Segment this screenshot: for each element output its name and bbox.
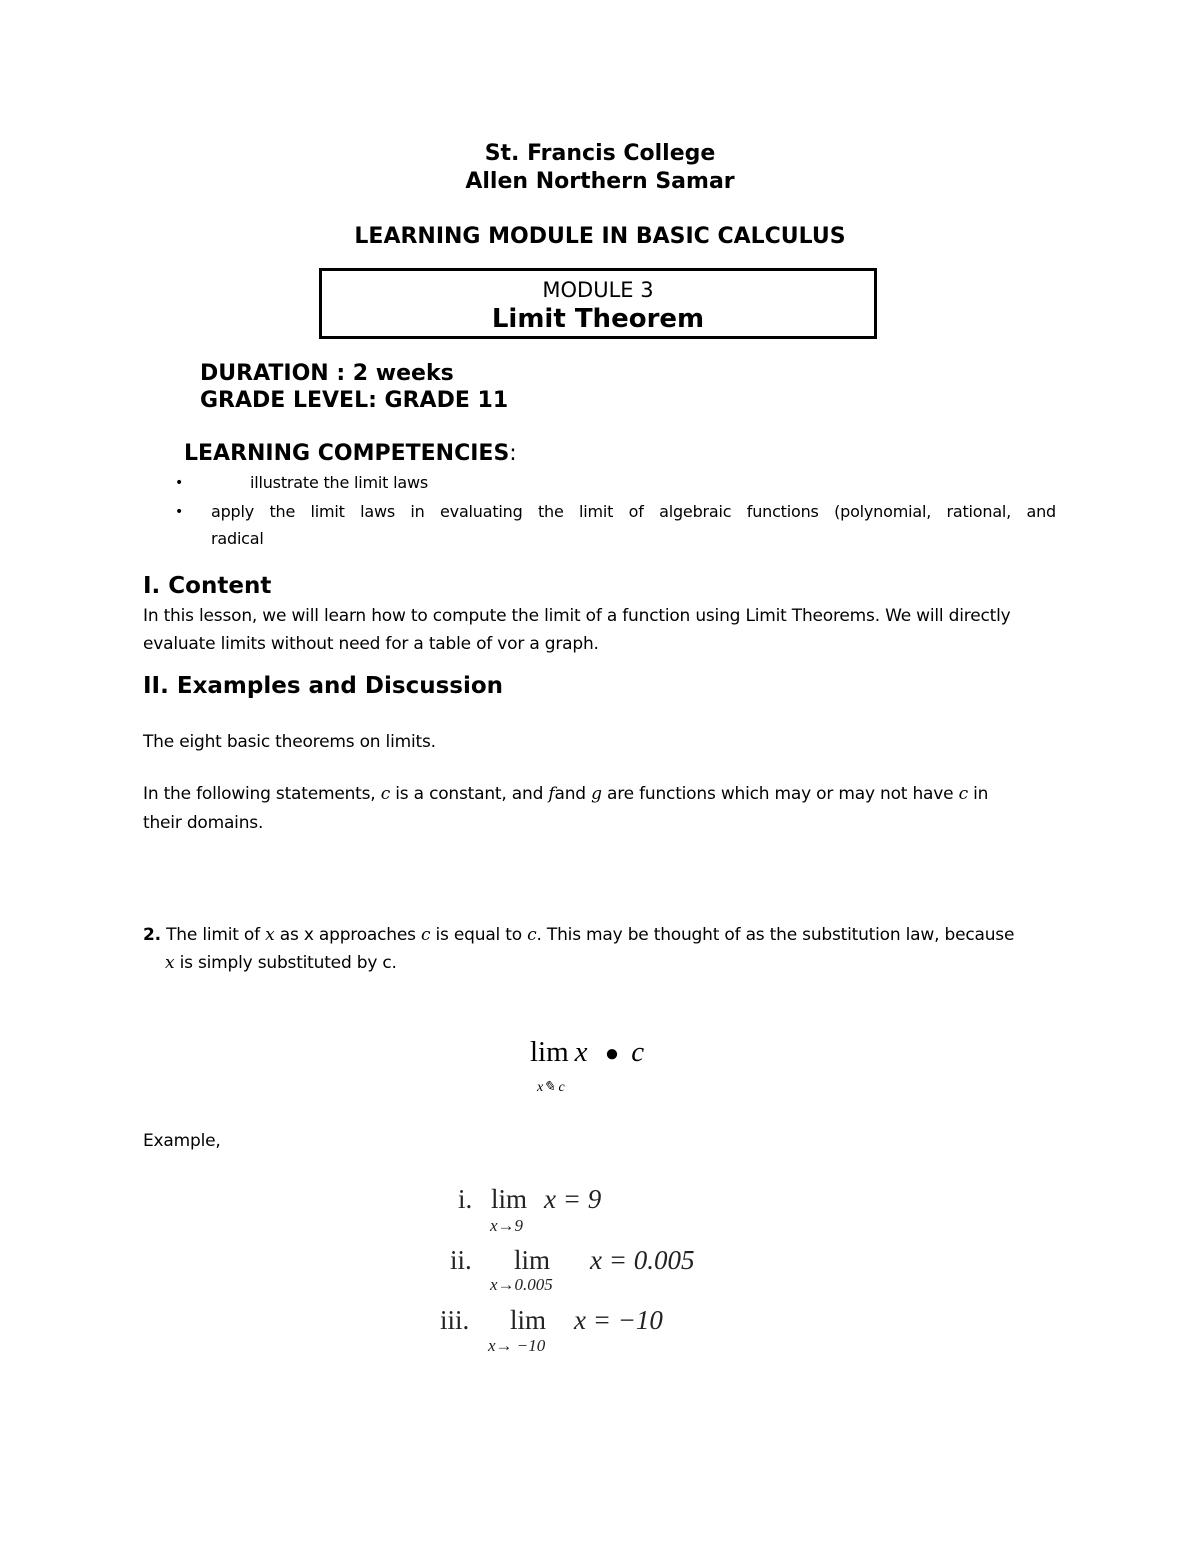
example-item-lim: lim [514,1245,551,1275]
content-heading: I. Content [143,573,272,599]
grade-level: GRADE LEVEL: GRADE 11 [200,388,509,413]
example-item-lim: lim [491,1184,528,1214]
competencies-heading: LEARNING COMPETENCIES: [184,441,517,466]
competency-item-continued: radical [211,529,264,548]
module-box [319,268,877,339]
law-2-statement-line: x is simply substituted by c. [165,953,397,973]
duration: DURATION : 2 weeks [200,361,454,386]
example-label: Example, [143,1131,221,1151]
example-item-roman: ii. [450,1245,472,1275]
statement-paragraph-line: their domains. [143,813,264,833]
example-item-lim: lim [510,1305,547,1335]
example-item-sub: x→9 [490,1216,524,1235]
example-item-roman: i. [458,1184,473,1214]
content-paragraph-line: evaluate limits without need for a table of vor a graph. [143,634,599,654]
bullet-icon: • [175,475,184,491]
bullet-dot-icon: ● [604,1041,620,1067]
example-item-expr: x = 9 [544,1184,602,1214]
module-number: MODULE 3 [542,278,654,302]
module-main-title: LEARNING MODULE IN BASIC CALCULUS [354,224,846,249]
law-2-statement: 2. The limit of x as x approaches c is equal to c. This may be thought of as the substitution law, because [143,925,1015,945]
limit-formula-subscript: x✎ c [537,1080,565,1095]
content-paragraph-line: In this lesson, we will learn how to compute the limit of a function using Limit Theorems. We will directly [143,606,1011,626]
examples-heading: II. Examples and Discussion [143,673,504,699]
limit-formula: lim x ● c [530,1036,645,1068]
college-name: St. Francis College [484,141,716,166]
college-location: Allen Northern Samar [465,169,735,194]
example-item-roman: iii. [440,1305,470,1335]
example-item-sub: x→0.005 [490,1275,553,1294]
statement-paragraph: In the following statements, c is a constant, and fand g are functions which may or may not have c in [143,784,989,804]
bullet-icon: • [175,504,184,520]
examples-intro: The eight basic theorems on limits. [143,732,436,752]
example-item-expr: x = 0.005 [590,1245,695,1275]
competency-item: apply the limit laws in evaluating the limit of algebraic functions (polynomial, rational, and [211,502,1056,521]
example-item-sub: x→ −10 [488,1336,546,1355]
module-title: Limit Theorem [491,304,705,334]
competency-item: illustrate the limit laws [250,473,428,492]
example-item-expr: x = −10 [574,1305,663,1335]
